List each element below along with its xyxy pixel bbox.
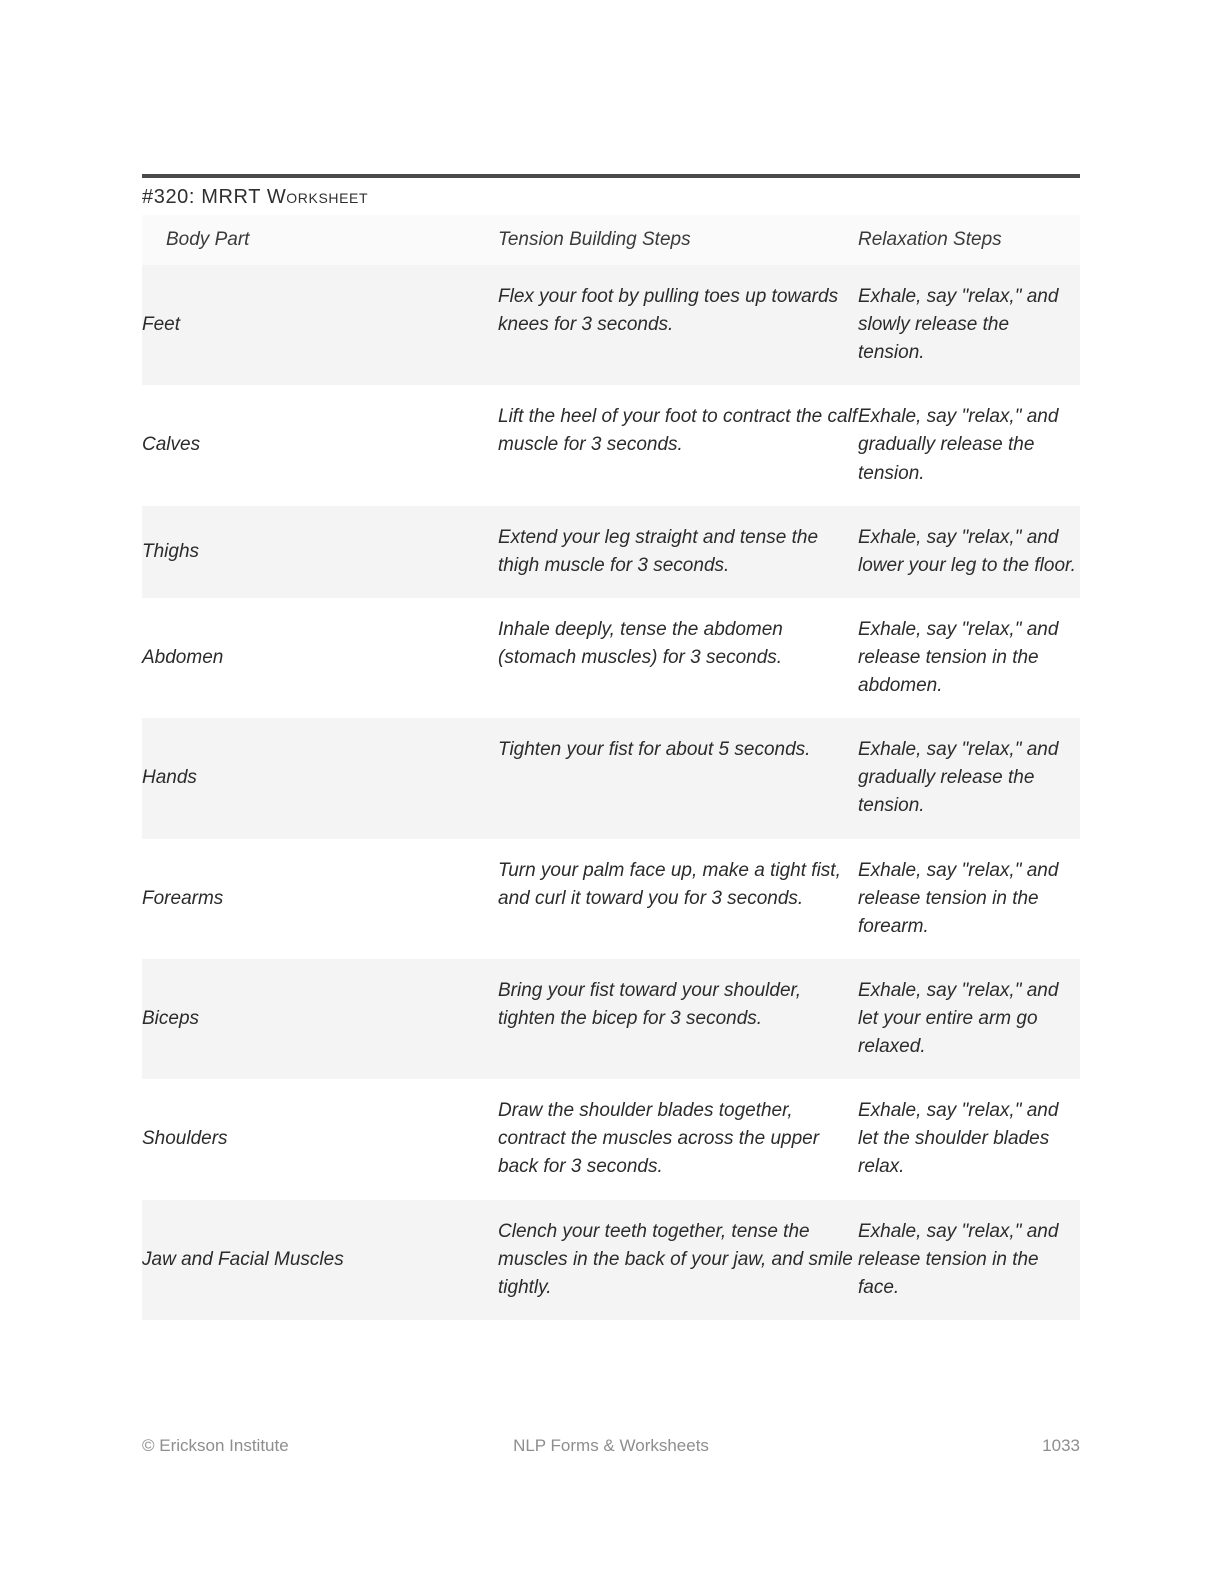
- cell-body-part: Hands: [142, 767, 197, 789]
- cell-relaxation-steps: Exhale, say "relax," and slowly release the tension.: [858, 286, 1059, 364]
- cell-relaxation-steps: Exhale, say "relax," and lower your leg to the floor.: [858, 526, 1076, 576]
- footer-section-title: NLP Forms & Worksheets: [513, 1436, 709, 1455]
- mrrt-worksheet-table: [142, 215, 1080, 1320]
- cell-relaxation-steps: Exhale, say "relax," and let the shoulder blades relax.: [858, 1100, 1059, 1178]
- table-row: [142, 506, 1080, 598]
- cell-relaxation-steps: Exhale, say "relax," and gradually release the tension.: [858, 406, 1059, 484]
- cell-tension-steps: Turn your palm face up, make a tight fist, and curl it toward you for 3 seconds.: [498, 859, 841, 909]
- table-header: [142, 215, 1080, 265]
- cell-tension-steps: Tighten your fist for about 5 seconds.: [498, 739, 811, 761]
- cell-tension-steps: Lift the heel of your foot to contract the calf muscle for 3 seconds.: [498, 406, 858, 456]
- table-row: [142, 718, 1080, 838]
- footer-page-number: 1033: [1042, 1436, 1080, 1455]
- column-header-relaxation-steps: Relaxation Steps: [858, 229, 1002, 250]
- cell-relaxation-steps: Exhale, say "relax," and release tension in the forearm.: [858, 859, 1059, 937]
- footer-copyright: © Erickson Institute: [142, 1436, 289, 1455]
- column-header-tension-building-steps: Tension Building Steps: [498, 229, 691, 250]
- cell-relaxation-steps: Exhale, say "relax," and let your entire arm go relaxed.: [858, 979, 1059, 1058]
- table-body: [142, 265, 1080, 1320]
- cell-body-part: Jaw and Facial Muscles: [142, 1248, 344, 1270]
- cell-relaxation-steps: Exhale, say "relax," and release tension in the abdomen.: [858, 618, 1059, 697]
- cell-body-part: Biceps: [142, 1007, 200, 1029]
- cell-body-part: Forearms: [142, 887, 224, 909]
- table-row: [142, 385, 1080, 505]
- cell-body-part: Abdomen: [142, 646, 224, 668]
- cell-body-part: Thighs: [142, 540, 200, 562]
- page-footer: [142, 1436, 1080, 1462]
- cell-body-part: Shoulders: [142, 1128, 228, 1150]
- table-row: [142, 839, 1080, 959]
- cell-tension-steps: Extend your leg straight and tense the thigh muscle for 3 seconds.: [498, 526, 819, 576]
- cell-tension-steps: Draw the shoulder blades together, contract the muscles across the upper back for 3 seconds.: [498, 1100, 820, 1178]
- table-row: [142, 598, 1080, 718]
- cell-tension-steps: Clench your teeth together, tense the muscles in the back of your jaw, and smile tightly.: [498, 1220, 853, 1298]
- cell-relaxation-steps: Exhale, say "relax," and gradually release the tension.: [858, 739, 1059, 817]
- page-title-text: MRRT Worksheet: [201, 186, 369, 208]
- cell-tension-steps: Bring your fist toward your shoulder, tighten the bicep for 3 seconds.: [498, 979, 802, 1029]
- page-title: [142, 186, 368, 209]
- cell-body-part: Feet: [142, 314, 181, 336]
- cell-body-part: Calves: [142, 434, 201, 456]
- column-header-body-part: Body Part: [166, 229, 250, 250]
- table-row: [142, 1079, 1080, 1199]
- title-rule: [142, 174, 1080, 178]
- cell-tension-steps: Flex your foot by pulling toes up towards knees for 3 seconds.: [498, 286, 839, 336]
- table-row: [142, 959, 1080, 1079]
- table-row: [142, 1200, 1080, 1320]
- page-title-number: #320:: [142, 186, 196, 208]
- cell-tension-steps: Inhale deeply, tense the abdomen (stomach muscles) for 3 seconds.: [498, 618, 783, 668]
- table-row: [142, 265, 1080, 385]
- table-header-row: [142, 215, 1080, 265]
- cell-relaxation-steps: Exhale, say "relax," and release tension in the face.: [858, 1220, 1059, 1298]
